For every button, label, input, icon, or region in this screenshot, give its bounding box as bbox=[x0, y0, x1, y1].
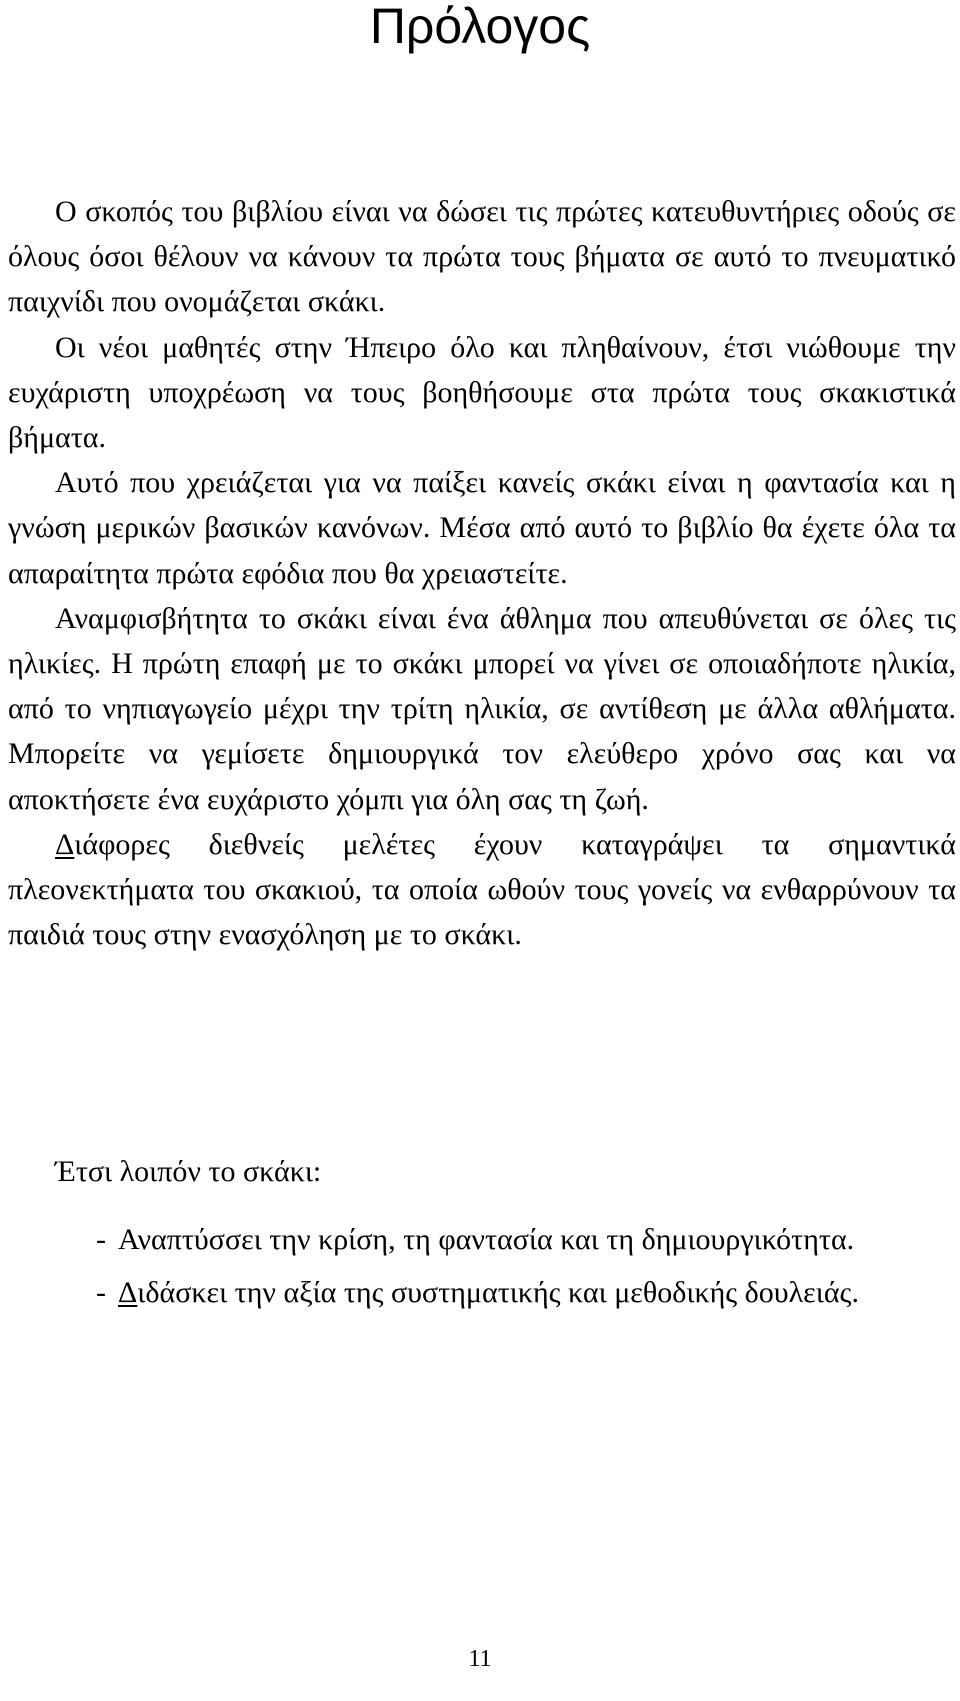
list-item-body: Αναπτύσσει την κρίση, τη φαντασία και τη δημιουργικότητα. bbox=[118, 1223, 855, 1256]
paragraph-last bbox=[8, 822, 956, 958]
underlined-initial: Δ bbox=[118, 1276, 138, 1310]
paragraph: Οι νέοι μαθητές στην Ήπειρο όλο και πληθαίνουν, έτσι νιώθουμε την ευχάριστη υποχρέωση να τους βοηθήσουμε στα πρώτα τους σκακιστικά βήματα. bbox=[8, 330, 956, 455]
page-title: Πρόλογος bbox=[369, 0, 591, 54]
list-item bbox=[96, 1270, 956, 1315]
list-item bbox=[96, 1217, 956, 1262]
list-item-text bbox=[118, 1270, 956, 1315]
list-dash: - bbox=[96, 1276, 106, 1310]
list-item-text bbox=[118, 1217, 956, 1262]
paragraph-text: ιάφορες διεθνείς μελέτες έχουν καταγράψει τα σημαντικά πλεονεκτήματα του σκακιού, τα οποία ωθούν τους γονείς να ενθαρρύνουν τα παιδιά τους στην ενασχόληση με το σκάκι. bbox=[8, 827, 956, 952]
page-number: 11 bbox=[468, 1646, 492, 1672]
benefits-list bbox=[96, 1217, 956, 1323]
list-item-body: ιδάσκει την αξία της συστηματικής και μεθοδικής δουλειάς. bbox=[137, 1276, 859, 1310]
paragraph: Αναμφισβήτητα το σκάκι είναι ένα άθλημα που απευθύνεται σε όλες τις ηλικίες. Η πρώτη επαφή με το σκάκι μπορεί να γίνει σε οποιαδήποτε ηλικία, από το νηπιαγωγείο μέχρι την τρίτη ηλικία, σε αντίθεση με άλλα αθλήματα. Μπορείτε να γεμίσετε δημιουργικά τον ελεύθερο χρόνο σας και να αποκτήσετε ένα ευχάριστο χόμπι για όλη σας τη ζωή. bbox=[8, 601, 956, 816]
list-dash: - bbox=[96, 1223, 106, 1256]
prologue-body bbox=[8, 189, 956, 957]
paragraph: Ο σκοπός του βιβλίου είναι να δώσει τις πρώτες κατευθυντήριες οδούς σε όλους όσοι θέλουν να κάνουν τα πρώτα τους βήματα σε αυτό το πνευματικό παιχνίδι που ονομάζεται σκάκι. bbox=[8, 195, 956, 319]
underlined-initial: Δ bbox=[55, 827, 75, 861]
list-intro: Έτσι λοιπόν το σκάκι: bbox=[55, 1155, 322, 1188]
paragraph: Αυτό που χρειάζεται για να παίξει κανείς σκάκι είναι η φαντασία και η γνώση μερικών βασικών κανόνων. Μέσα από αυτό το βιβλίο θα έχετε όλα τα απαραίτητα πρώτα εφόδια που θα χρειαστείτε. bbox=[8, 466, 956, 590]
